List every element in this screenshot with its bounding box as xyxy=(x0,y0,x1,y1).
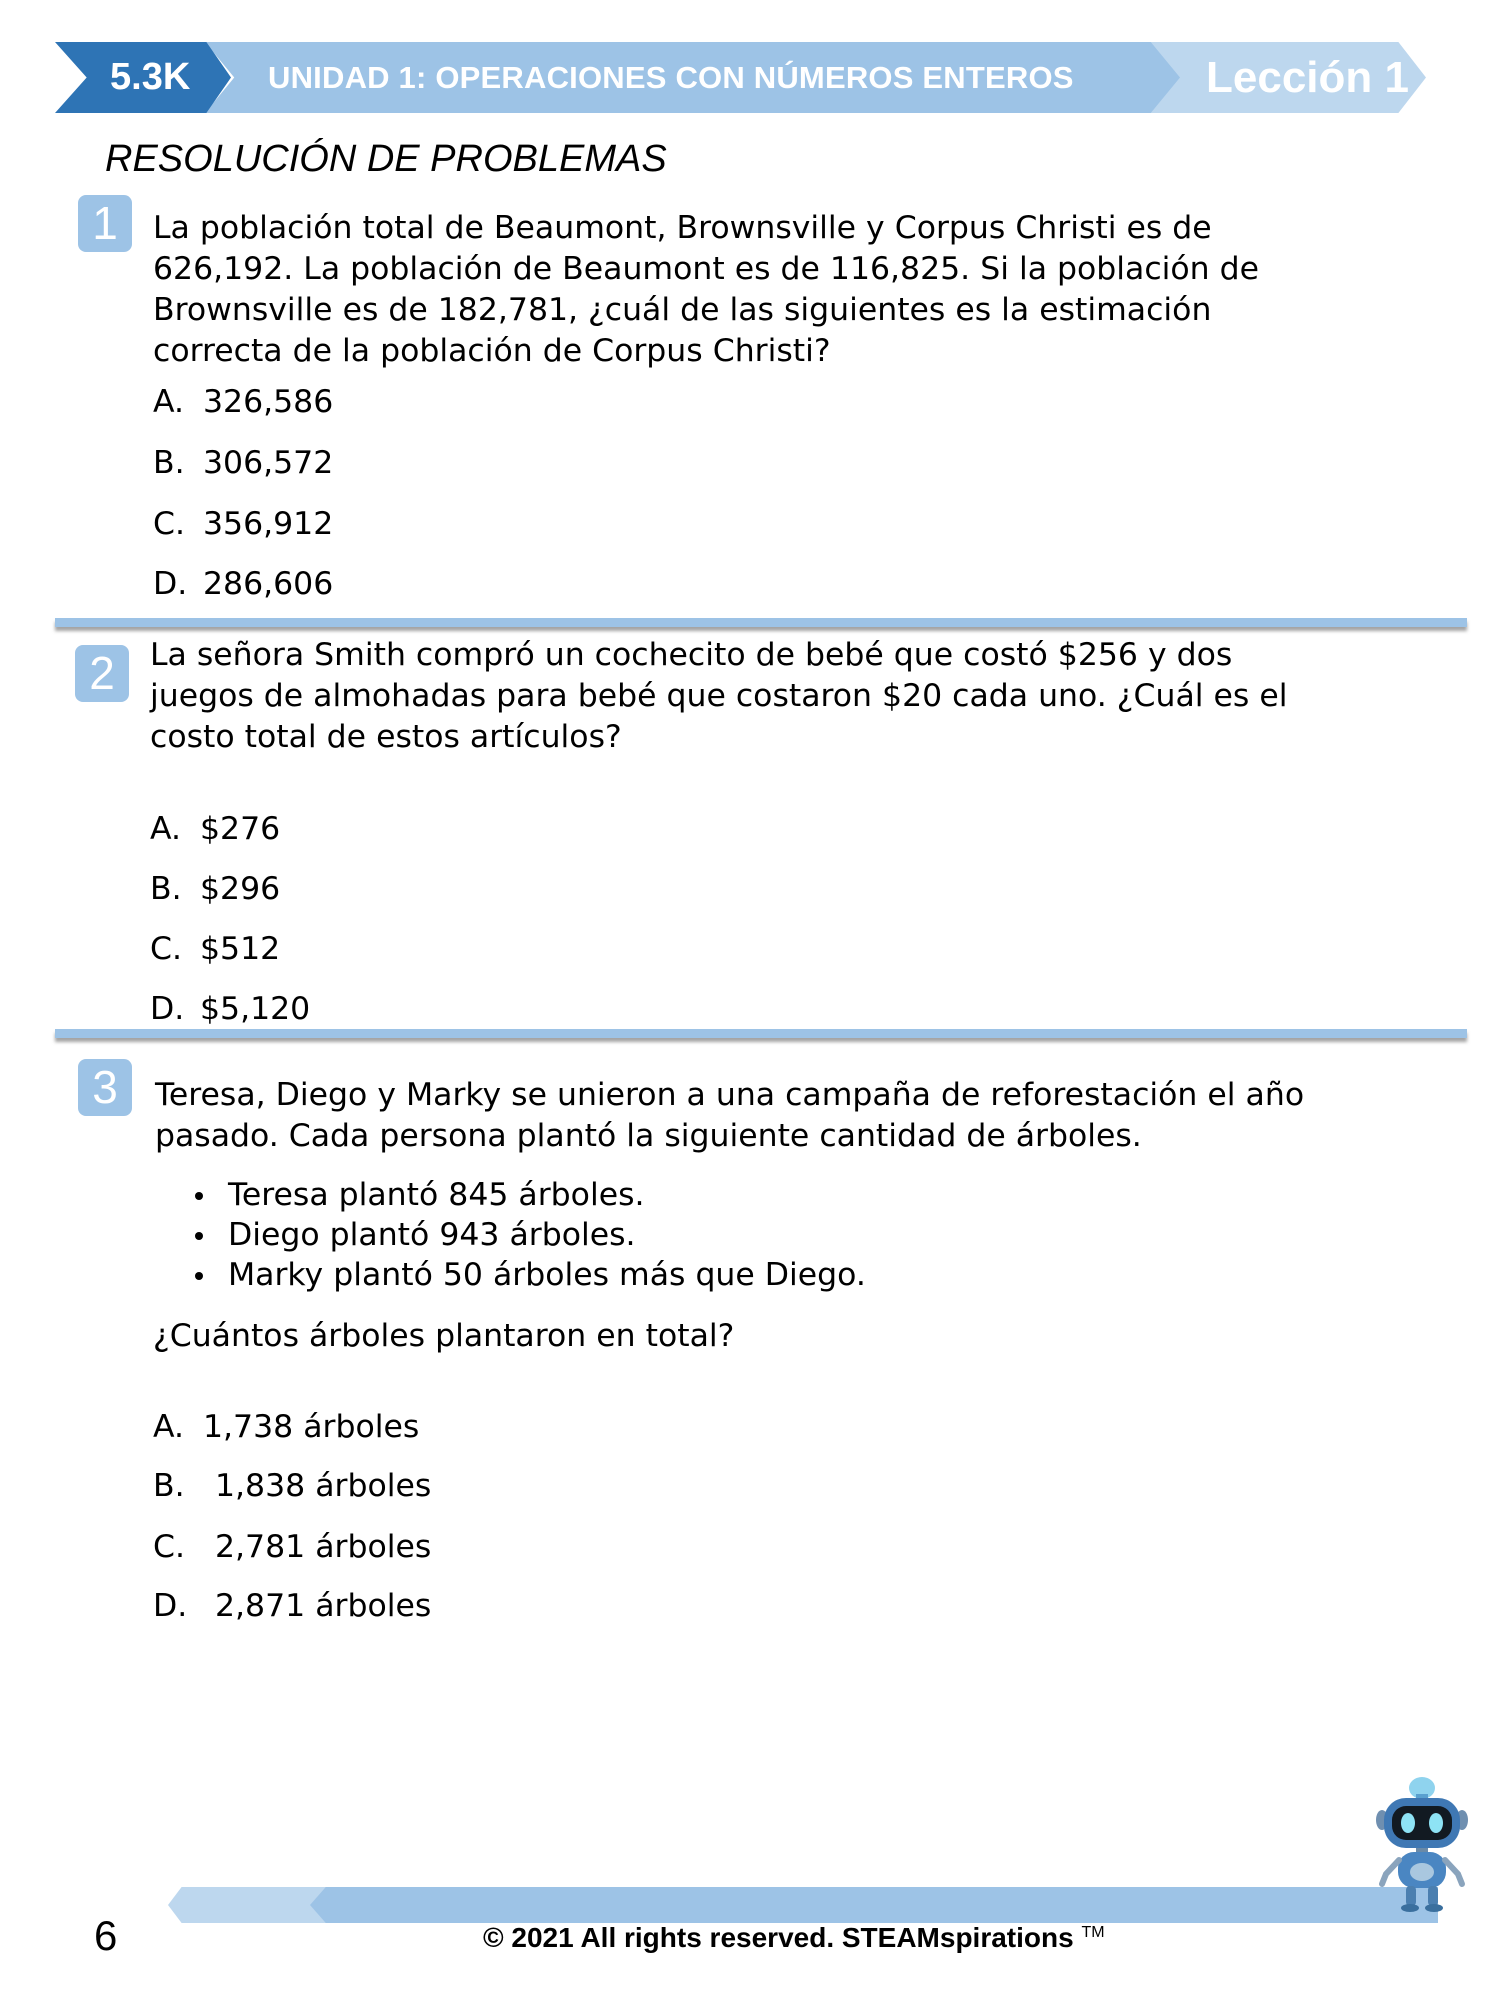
option-letter: B. xyxy=(150,871,182,907)
option-letter: D. xyxy=(153,1588,188,1624)
option-value: 1,838 árboles xyxy=(215,1468,432,1504)
option-value: $296 xyxy=(200,871,281,907)
answer-option-a[interactable] xyxy=(153,384,334,420)
option-letter: C. xyxy=(153,1529,186,1565)
question-text xyxy=(150,635,1287,758)
option-letter: D. xyxy=(150,991,185,1027)
answer-option-c[interactable] xyxy=(153,506,334,542)
bullet-list xyxy=(195,1175,866,1295)
option-value: 1,738 árboles xyxy=(203,1409,420,1445)
option-value: 326,586 xyxy=(203,384,334,420)
option-value: 286,606 xyxy=(203,566,334,602)
answer-option-d[interactable] xyxy=(153,1588,432,1624)
question-number-badge: 3 xyxy=(78,1059,132,1116)
answer-option-c[interactable] xyxy=(153,1529,432,1565)
option-value: $5,120 xyxy=(200,991,311,1027)
question-line: Brownsville es de 182,781, ¿cuál de las siguientes es la estimación xyxy=(153,292,1212,328)
question-text xyxy=(153,208,1259,372)
question-line: Teresa, Diego y Marky se unieron a una campaña de reforestación el año xyxy=(155,1077,1305,1113)
question-line: correcta de la población de Corpus Christi? xyxy=(153,333,831,369)
option-letter: A. xyxy=(153,384,185,420)
option-letter: A. xyxy=(153,1409,185,1445)
bullet-item: Teresa plantó 845 árboles. xyxy=(195,1175,866,1215)
question-number-badge: 2 xyxy=(75,645,129,702)
option-value: 306,572 xyxy=(203,445,334,481)
option-letter: B. xyxy=(153,1468,185,1504)
option-value: 2,781 árboles xyxy=(215,1529,432,1565)
answer-option-a[interactable] xyxy=(150,811,281,847)
option-letter: C. xyxy=(153,506,186,542)
bullet-item: Marky plantó 50 árboles más que Diego. xyxy=(195,1255,866,1295)
section-title: RESOLUCIÓN DE PROBLEMAS xyxy=(105,138,667,180)
answer-option-a[interactable] xyxy=(153,1409,420,1445)
unit-title: UNIDAD 1: OPERACIONES CON NÚMEROS ENTEROS xyxy=(268,60,1074,95)
bullet-item: Diego plantó 943 árboles. xyxy=(195,1215,866,1255)
footer-bar xyxy=(310,1887,1438,1923)
question-prompt: ¿Cuántos árboles plantaron en total? xyxy=(153,1318,735,1354)
question-line: pasado. Cada persona plantó la siguiente cantidad de árboles. xyxy=(155,1118,1142,1154)
option-value: 2,871 árboles xyxy=(215,1588,432,1624)
robot-mascot-icon xyxy=(1372,1774,1472,1914)
question-text xyxy=(155,1075,1304,1157)
answer-option-d[interactable] xyxy=(153,566,334,602)
question-line: La población total de Beaumont, Brownsville y Corpus Christi es de xyxy=(153,210,1212,246)
question-line: costo total de estos artículos? xyxy=(150,719,622,755)
question-number-badge: 1 xyxy=(78,195,132,252)
answer-option-c[interactable] xyxy=(150,931,281,967)
answer-option-b[interactable] xyxy=(153,445,334,481)
option-letter: A. xyxy=(150,811,182,847)
section-divider xyxy=(55,1029,1467,1038)
option-letter: B. xyxy=(153,445,185,481)
answer-option-b[interactable] xyxy=(153,1468,432,1504)
answer-option-b[interactable] xyxy=(150,871,281,907)
question-line: La señora Smith compró un cochecito de bebé que costó $256 y dos xyxy=(150,637,1233,673)
option-value: $276 xyxy=(200,811,281,847)
standard-code: 5.3K xyxy=(110,56,191,98)
answer-option-d[interactable] xyxy=(150,991,311,1027)
copyright-notice xyxy=(483,1922,1105,1954)
option-value: $512 xyxy=(200,931,281,967)
trademark-symbol: TM xyxy=(1081,1924,1105,1941)
option-letter: C. xyxy=(150,931,183,967)
section-divider xyxy=(55,618,1467,627)
question-line: juegos de almohadas para bebé que costaron $20 cada uno. ¿Cuál es el xyxy=(150,678,1288,714)
question-line: 626,192. La población de Beaumont es de 116,825. Si la población de xyxy=(153,251,1260,287)
page-number: 6 xyxy=(94,1912,118,1959)
option-value: 356,912 xyxy=(203,506,334,542)
lesson-label: Lección 1 xyxy=(1206,53,1409,102)
option-letter: D. xyxy=(153,566,188,602)
copyright-text: © 2021 All rights reserved. STEAMspirations xyxy=(483,1922,1074,1953)
